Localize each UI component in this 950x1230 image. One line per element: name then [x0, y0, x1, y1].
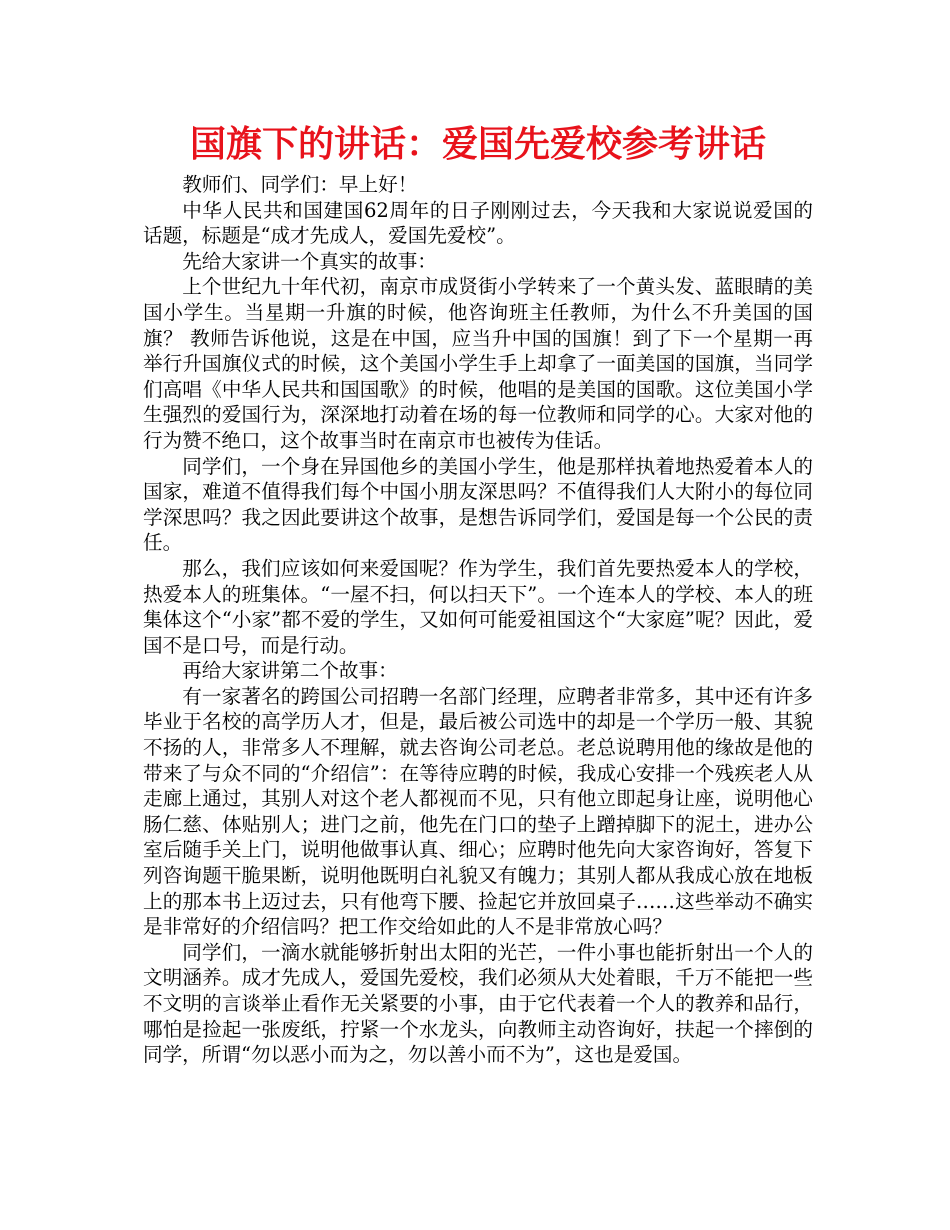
paragraph-love-school: 那么，我们应该如何来爱国呢？作为学生，我们首先要热爱本人的学校，热爱本人的班集体。“一屋不扫，何以扫天下”。一个连本人的学校、本人的班集体这个“小家”都不爱的学生，又如何可能爱祖国这个“大家庭”呢？因此，爱国不是口号，而是行动。 [143, 556, 813, 657]
page-title: 国旗下的讲话：爱国先爱校参考讲话 [189, 124, 766, 165]
paragraph-topic: 中华人民共和国建国62周年的日子刚刚过去，今天我和大家说说爱国的话题，标题是“成才先成人，爱国先爱校”。 [143, 198, 813, 248]
paragraph-story-two-intro: 再给大家讲第二个故事： [182, 659, 398, 683]
paragraph-greeting: 教师们、同学们：早上好！ [182, 173, 418, 196]
paragraph-conclusion: 同学们，一滴水就能够折射出太阳的光芒，一件小事也能折射出一个人的文明涵养。成才先成人，爱国先爱校，我们必须从大处着眼，千万不能把一些不文明的言谈举止看作无关紧要的小事，由于它代表着一个人的教养和品行，哪怕是捡起一张废纸，拧紧一个水龙头，向教师主动咨询好，扶起一个摔倒的同学，所谓“勿以恶小而为之，勿以善小而不为”，这也是爱国。 [143, 940, 813, 1067]
paragraph-story-two: 有一家著名的跨国公司招聘一名部门经理，应聘者非常多，其中还有许多毕业于名校的高学历人才，但是，最后被公司选中的却是一个学历一般、其貌不扬的人，非常多人不理解，就去咨询公司老总。老总说聘用他的缘故是他的带来了与众不同的“介绍信”：在等待应聘的时候，我成心安排一个残疾老人从走廊上通过，其别人对这个老人都视而不见，只有他立即起身让座，说明他心肠仁慈、体贴别人；进门之前，他先在门口的垫子上蹭掉脚下的泥土，进办公室后随手关上门，说明他做事认真、细心；应聘时他先向大家咨询好，答复下列咨询题干脆果断，说明他既明白礼貌又有魄力；其别人都从我成心放在地板上的那本书上迈过去，只有他弯下腰、捡起它并放回桌子……这些举动不确实是非常好的介绍信吗？把工作交给如此的人不是非常放心吗？ [143, 684, 813, 939]
paragraph-reflection: 同学们，一个身在异国他乡的美国小学生，他是那样执着地热爱着本人的国家，难道不值得我们每个中国小朋友深思吗？不值得我们人大附小的每位同学深思吗？我之因此要讲这个故事，是想告诉同学们，爱国是每一个公民的责任。 [143, 454, 813, 555]
paragraph-story-intro: 先给大家讲一个真实的故事： [182, 249, 437, 273]
document-page [143, 122, 813, 1068]
paragraph-story-one: 上个世纪九十年代初，南京市成贤街小学转来了一个黄头发、蓝眼睛的美国小学生。当星期一升旗的时候，他咨询班主任教师，为什么不升美国的国旗？ 教师告诉他说，这是在中国，应当升中国的国旗！到了下一个星期一再举行升国旗仪式的时候，这个美国小学生手上却拿了一面美国的国旗，当同学们高唱《中华人民共和国国歌》的时候，他唱的是美国的国歌。这位美国小学生强烈的爱国行为，深深地打动着在场的每一位教师和同学的心。大家对他的行为赞不绝口，这个故事当时在南京市也被传为佳话。 [143, 275, 813, 452]
